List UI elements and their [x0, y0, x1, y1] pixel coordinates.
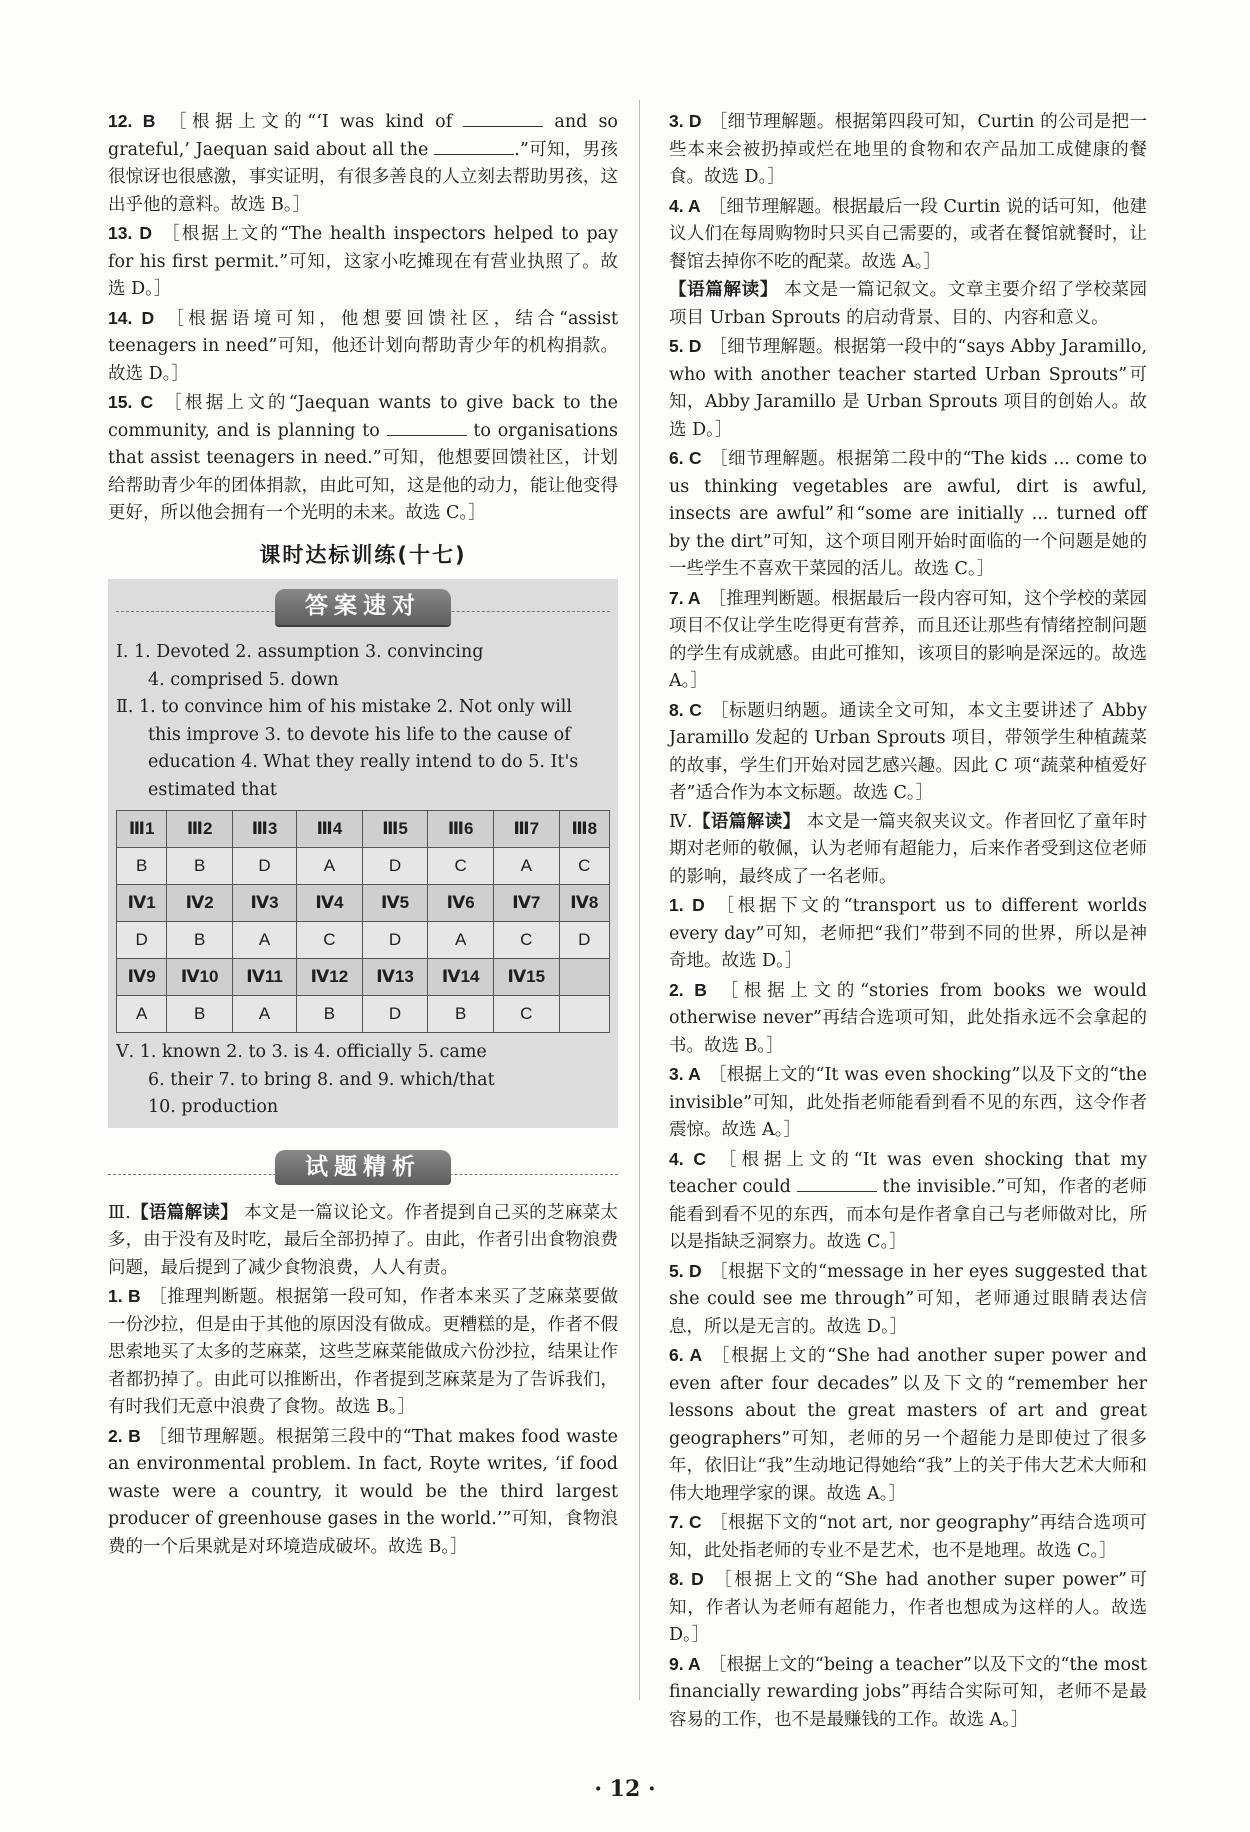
reading-intro [669, 809, 1147, 892]
answer-item [108, 108, 618, 219]
ribbon-label: 试题精析 [275, 1150, 451, 1186]
item-number: 9. [669, 1653, 688, 1674]
table-cell: B [167, 922, 233, 959]
reading-label: 【语篇解读】 [669, 280, 779, 300]
table-cell: Ⅳ10 [167, 959, 233, 996]
table-cell: B [117, 848, 167, 885]
answer-item [669, 697, 1147, 808]
item-number: 3. [669, 111, 689, 131]
item-text: ［推理判断题。根据第一段可知，作者本来买了芝麻菜要做一份沙拉，但是由于其他的原因没有做成。更糟糕的是，作者不假思索地买了太多的芝麻菜，这些芝麻菜能做成六份沙拉，结果让作者都扔掉了。由此可以推断出，作者提到芝麻菜是为了告诉我们，有时我们无意中浪费了食物。故选 B。］ [108, 1287, 618, 1417]
item-text: ［细节理解题。根据第二段中的“The kids ... come to us thinking vegetables are awful, dirt is awful, insects are awful”和“some are initially ... turned off by the dirt”可知，这个项目刚开始时面临的一个问题是她的一些学生不喜欢干菜园的活儿。故选 C。］ [669, 449, 1147, 579]
answer-item [669, 1651, 1147, 1735]
item-number: 8. [669, 699, 690, 720]
table-cell: Ⅲ3 [232, 811, 296, 848]
answer-item [669, 1509, 1147, 1565]
answer-item [669, 1146, 1147, 1257]
answer-ribbon [116, 587, 610, 633]
table-cell: Ⅳ13 [362, 959, 428, 996]
right-column [669, 108, 1147, 1735]
answers-part2-cont: estimated that [148, 779, 277, 800]
table-cell [559, 996, 609, 1033]
answer-item [669, 1258, 1147, 1342]
item-answer: A [687, 587, 701, 608]
table-cell: A [297, 848, 363, 885]
item-answer: A [688, 1064, 701, 1084]
table-header-row [117, 885, 610, 922]
answer-item [669, 585, 1147, 696]
item-answer: D [688, 336, 702, 356]
table-cell: D [117, 922, 167, 959]
ribbon-label: 答案速对 [275, 589, 451, 625]
answer-table [116, 810, 610, 1033]
table-cell [559, 959, 609, 996]
item-answer: D [688, 111, 702, 131]
answer-item [669, 1342, 1147, 1508]
table-cell: Ⅳ8 [559, 885, 609, 922]
item-answer: C [688, 448, 702, 468]
reading-intro [108, 1200, 618, 1283]
answers-part5-cont: 10. production [148, 1097, 279, 1117]
item-number: 7. [669, 587, 688, 608]
item-answer: C [693, 1148, 707, 1169]
answer-item [669, 1566, 1147, 1650]
right-items-a [669, 108, 1147, 276]
table-cell: Ⅳ11 [232, 959, 296, 996]
section-title: 课时达标训练(十七) [259, 542, 467, 567]
item-number: 3. [669, 1064, 689, 1084]
item-answer: C [689, 699, 702, 720]
answers-part5: Ⅴ. 1. known 2. to 3. is 4. officially 5. came [116, 1042, 487, 1062]
table-cell: Ⅲ5 [362, 811, 428, 848]
fill-blank [797, 1177, 877, 1192]
item-text: ［细节理解题。根据第三段中的“That makes food waste an environmental problem. In fact, Royte writes, ‘if food waste were a country, it would be the third largest producer of greenhouse gases in the world.’”可知，食物浪费的一个后果就是对环境造成破坏。故选 B。］ [108, 1426, 618, 1557]
answers-part5-cont: 6. their 7. to bring 8. and 9. which/that [148, 1069, 495, 1090]
table-header-row [117, 811, 610, 848]
item-number: 13. [108, 223, 140, 243]
item-text: ［根据上文的“She had another super power and even after four decades”以及下文的“remember her lessons about the great masters of art and great geographers”可知，老师的另一个超能力是即使过了很多年，依旧让“我”生动地记得她给“我”上的关于伟大艺术大师和伟大地理学家的课。故选 A。］ [669, 1346, 1147, 1504]
table-cell: A [117, 996, 167, 1033]
item-text: .”可知，男孩很惊讶也很感激，事实证明，有很多善良的人立刻去帮助男孩，这出乎他的意料。故选 B。］ [108, 139, 618, 215]
item-text: ［标题归纳题。通读全文可知，本文主要讲述了 Abby Jaramillo 发起的 Urban Sprouts 项目，带领学生种植蔬菜的故事，学生们开始对园艺感兴趣。因此 C 项“蔬菜种植爱好者”适合作为本文标题。故选 C。］ [669, 700, 1147, 803]
item-text: ［根据下文的“message in her eyes suggested that she could see me through”可知，老师通过眼睛表达信息，所以是无言的。故选 D。］ [669, 1261, 1147, 1337]
page-number: · 12 · [594, 1776, 656, 1802]
answer-item [108, 1283, 618, 1422]
table-cell: Ⅲ8 [559, 811, 609, 848]
table-cell: Ⅳ1 [117, 885, 167, 922]
answers-part1: Ⅰ. 1. Devoted 2. assumption 3. convincing [116, 642, 484, 662]
table-cell: Ⅳ14 [428, 959, 494, 996]
item-text: ［根据上文的“Jaequan wants to give back to the community, and is planning to [108, 393, 618, 441]
table-answer-row [117, 922, 610, 959]
table-cell: Ⅳ5 [362, 885, 428, 922]
item-answer: B [128, 1286, 141, 1306]
item-answer: B [142, 111, 156, 131]
item-text: ［推理判断题。根据最后一段内容可知，这个学校的菜园项目不仅让学生吃得更有营养，而且还让那些有情绪控制问题的学生有成就感。由此可推知，该项目的影响是深远的。故选 A。］ [669, 588, 1148, 691]
item-number: 1. [669, 895, 693, 915]
right-items-b [669, 333, 1147, 808]
reading-text: 本文是一篇议论文。作者提到自己买的芝麻菜太多，由于没有及时吃，最后全部扔掉了。由此，作者引出食物浪费问题，最后提到了减少食物浪费，人人有责。 [108, 1202, 618, 1278]
reading-label: 【语篇解读】 [130, 1202, 239, 1223]
item-number: 7. [669, 1512, 689, 1532]
item-text: ［根据上文的“being a teacher”以及下文的“the most financially rewarding jobs”再结合实际可知，老师不是最容易的工作，也不是最赚钱的工作。故选 A。］ [669, 1654, 1148, 1730]
item-text: to organisations that assist teenagers in need.”可知，他想要回馈社区，计划给帮助青少年的团体捐款，由此可知，这是他的动力，能让他变得更好，所以他会拥有一个光明的未来。故选 C。］ [108, 420, 618, 523]
item-answer: A [689, 1345, 703, 1365]
table-cell: Ⅳ9 [117, 959, 167, 996]
item-text: ［细节理解题。根据第一段中的“says Abby Jaramillo, who with another teacher started Urban Sprouts”可知，Abby Jaramillo 是 Urban Sprouts 项目的创始人。故选 D。］ [669, 337, 1148, 440]
table-cell: A [428, 922, 494, 959]
table-cell: B [167, 848, 233, 885]
item-number: 8. [669, 1569, 692, 1589]
column-divider [639, 100, 640, 1700]
answer-item [108, 220, 618, 304]
fill-blank [434, 140, 514, 155]
item-answer: A [688, 1653, 701, 1674]
answer-item [669, 892, 1147, 976]
table-cell: Ⅳ6 [428, 885, 494, 922]
item-number: 2. [108, 1425, 129, 1446]
item-answer: A [687, 195, 701, 216]
table-cell: Ⅲ4 [297, 811, 363, 848]
left-column [108, 108, 618, 1562]
table-cell: Ⅳ2 [167, 885, 233, 922]
item-answer: D [692, 895, 705, 915]
item-text: ［根据上文的“‘I was kind of [163, 112, 464, 132]
item-text: ［根据上文的“It was even shocking that my teacher could [669, 1149, 1147, 1197]
item-text: and so grateful,’ Jaequan said about all the [108, 112, 618, 160]
item-text: ［根据上文的“stories from books we would otherwise never”再结合选项可知，此处指永远不会拿起的书。故选 B。］ [669, 980, 1147, 1056]
table-cell: Ⅲ1 [117, 811, 167, 848]
fill-blank [387, 421, 467, 436]
item-number: 2. [669, 979, 695, 1000]
table-cell: Ⅲ7 [493, 811, 559, 848]
table-cell: D [559, 922, 609, 959]
answers-part2: Ⅱ. 1. to convince him of his mistake 2. Not only will [116, 697, 572, 717]
reading-text: 本文是一篇记叙文。文章主要介绍了学校菜园项目 Urban Sprouts 的启动背景、目的、内容和意义。 [669, 280, 1147, 328]
answer-box [108, 579, 618, 1128]
table-cell: A [493, 848, 559, 885]
answer-item [669, 977, 1147, 1061]
item-number: 4. [669, 1148, 694, 1169]
item-number: 5. [669, 1260, 689, 1281]
table-cell: D [232, 848, 296, 885]
item-number: 1. [108, 1286, 129, 1306]
item-answer: D [688, 1260, 702, 1281]
table-cell: Ⅲ2 [167, 811, 233, 848]
reading-label: 【语篇解读】 [692, 811, 801, 832]
table-cell: A [232, 996, 296, 1033]
reading-text: 本文是一篇夹叙夹议文。作者回忆了童年时期对老师的敬佩，认为老师有超能力，后来作者受到这位老师的影响，最终成了一名老师。 [669, 811, 1148, 887]
left-top-items [108, 108, 618, 528]
table-cell: Ⅳ15 [493, 959, 559, 996]
item-text: ［细节理解题。根据最后一段 Curtin 说的话可知，他建议人们在每周购物时只买自己需要的，或者在餐馆就餐时，让餐馆去掉你不吃的配菜。故选 A。］ [669, 196, 1147, 272]
table-answer-row [117, 996, 610, 1033]
table-header-row [117, 959, 610, 996]
table-cell: Ⅲ6 [428, 811, 494, 848]
table-cell: A [232, 922, 296, 959]
answer-item [108, 1423, 618, 1562]
item-number: 5. [669, 336, 689, 356]
fill-blank [463, 112, 543, 127]
item-text: ［根据下文的“transport us to different worlds every day”可知，老师把“我们”带到不同的世界，所以是神奇地。故选 D。］ [669, 896, 1147, 971]
table-cell: Ⅳ7 [493, 885, 559, 922]
table-cell: D [362, 922, 428, 959]
item-answer: B [694, 979, 707, 1000]
answer-item [669, 333, 1147, 444]
analysis-ribbon [108, 1148, 618, 1192]
table-cell: D [362, 848, 428, 885]
item-answer: C [140, 392, 154, 412]
item-number: 12. [108, 111, 143, 131]
part-prefix: Ⅳ. [669, 811, 693, 832]
item-answer: D [691, 1569, 704, 1589]
table-cell: C [493, 996, 559, 1033]
item-answer: D [141, 307, 155, 328]
table-cell: B [428, 996, 494, 1033]
left-analysis-items [108, 1283, 618, 1561]
item-text: ［根据上文的“The health inspectors helped to pay for his first permit.”可知，这家小吃摊现在有营业执照了。故选 D。］ [108, 224, 618, 299]
item-number: 4. [669, 195, 688, 216]
item-text: ［根据上文的“It was even shocking”以及下文的“the invisible”可知，此处指老师能看到看不见的东西，这令作者震惊。故选 A。］ [669, 1065, 1147, 1140]
reading-intro [669, 277, 1147, 332]
item-text: ［根据下文的“not art, nor geography”再结合选项可知，此处指老师的专业不是艺术，也不是地理。故选 C。］ [669, 1513, 1147, 1561]
table-cell: Ⅳ12 [297, 959, 363, 996]
item-number: 6. [669, 448, 689, 468]
table-cell: Ⅳ4 [297, 885, 363, 922]
part-prefix: Ⅲ. [108, 1202, 131, 1223]
answer-item [669, 108, 1147, 192]
item-answer: C [688, 1512, 702, 1532]
table-cell: Ⅳ3 [232, 885, 296, 922]
answers-part1-cont: 4. comprised 5. down [148, 669, 339, 690]
table-cell: C [493, 922, 559, 959]
item-number: 6. [669, 1345, 690, 1365]
answer-item [669, 1061, 1147, 1145]
table-cell: C [428, 848, 494, 885]
item-number: 14. [108, 307, 142, 328]
table-cell: B [167, 996, 233, 1033]
item-number: 15. [108, 392, 141, 412]
table-cell: C [559, 848, 609, 885]
table-cell: D [362, 996, 428, 1033]
answer-item [108, 305, 618, 389]
item-text: ［细节理解题。根据第四段可知，Curtin 的公司是把一些本来会被扔掉或烂在地里的食物和农产品加工成健康的餐食。故选 D。］ [669, 112, 1147, 187]
table-answer-row [117, 848, 610, 885]
table-cell: C [297, 922, 363, 959]
right-items-c [669, 892, 1147, 1734]
item-text: the invisible.”可知，作者的老师能看到看不见的东西，而本句是作者拿自己与老师做对比，所以是指缺乏洞察力。故选 C。］ [669, 1177, 1147, 1252]
item-answer: B [128, 1425, 141, 1446]
answers-part2-cont: education 4. What they really intend to do 5. It's [148, 752, 579, 772]
answers-part2-cont: this improve 3. to devote his life to the cause of [148, 724, 571, 745]
item-text: ［根据语境可知，他想要回馈社区，结合“assist teenagers in need”可知，他还计划向帮助青少年的机构捐款。故选 D。］ [108, 308, 618, 384]
answer-item [108, 389, 618, 528]
item-text: ［根据上文的“She had another super power”可知，作者认为老师有超能力，作者也想成为这样的人。故选 D。］ [669, 1570, 1147, 1645]
answer-item [669, 445, 1147, 584]
table-cell: B [297, 996, 363, 1033]
item-answer: D [139, 223, 152, 243]
answer-item [669, 193, 1147, 277]
